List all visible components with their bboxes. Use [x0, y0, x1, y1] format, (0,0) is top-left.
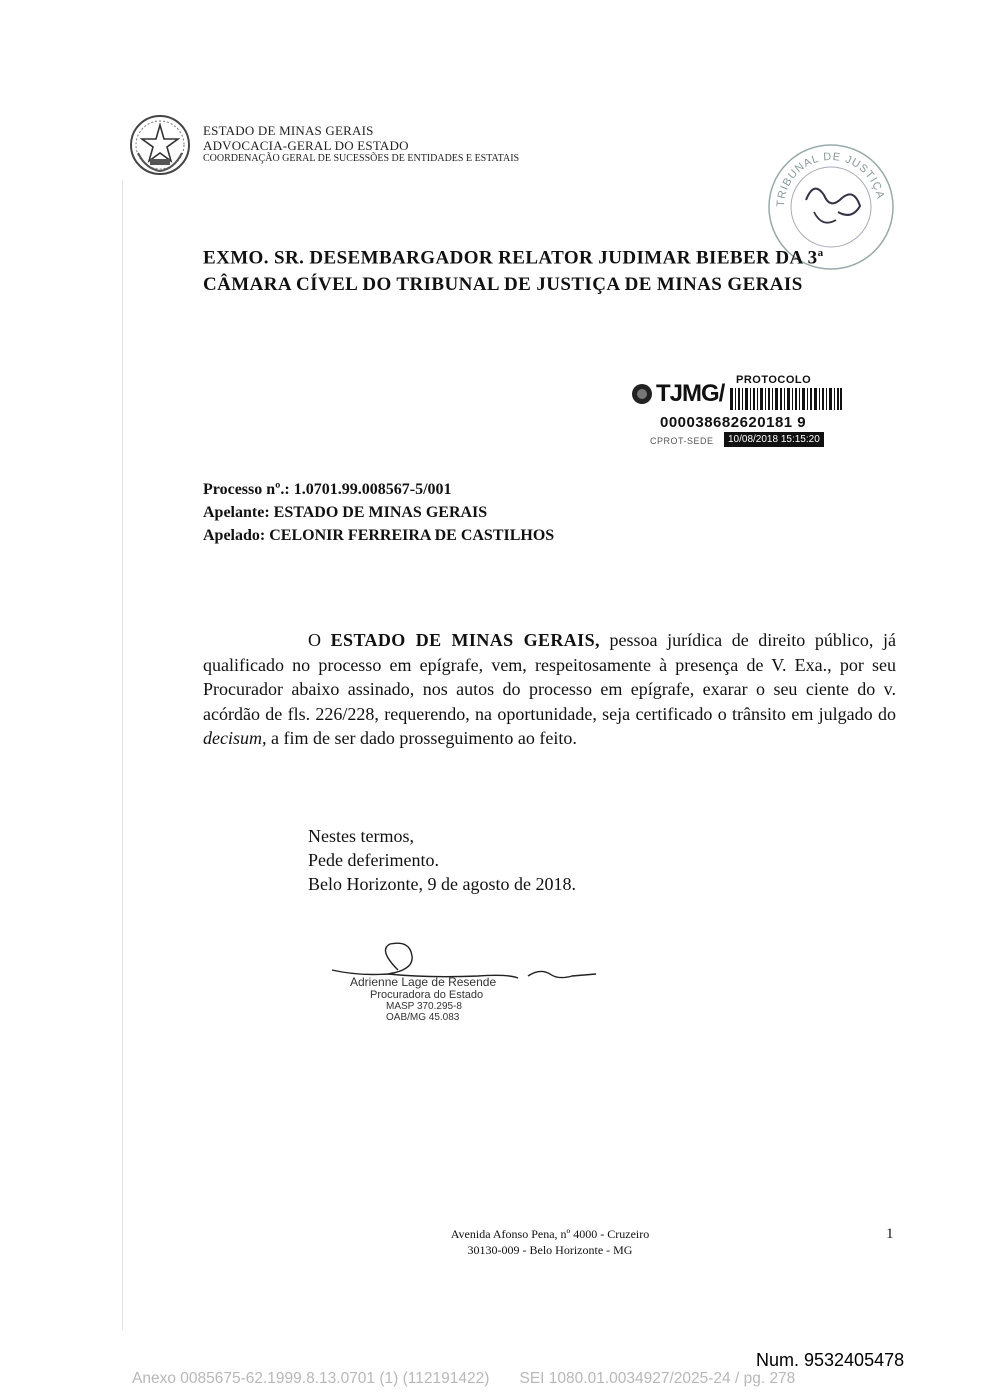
signer-oab: OAB/MG 45.083 — [386, 1012, 460, 1023]
court-seal-text: TRIBUNAL DE JUSTIÇA — [774, 150, 887, 208]
protocol-label: PROTOCOLO — [736, 374, 812, 386]
letterhead — [203, 123, 519, 165]
signer-title: Procuradora do Estado — [370, 989, 484, 1001]
protocol-brand: TJMG/ — [656, 380, 725, 407]
closing-line-1: Nestes termos, — [308, 826, 414, 846]
letterhead-state: ESTADO DE MINAS GERAIS — [203, 123, 374, 138]
signer-masp: MASP 370.295-8 — [386, 1001, 462, 1012]
process-info — [203, 478, 554, 547]
closing — [308, 824, 576, 896]
tjmg-emblem-icon — [630, 382, 654, 406]
letterhead-department: COORDENAÇÃO GERAL DE SUCESSÕES DE ENTIDADES E ESTATAIS — [203, 153, 520, 164]
apelado-row: Apelado: CELONIR FERREIRA DE CASTILHOS — [203, 527, 555, 544]
protocol-datetime: 10/08/2018 15:15:20 — [724, 432, 824, 447]
annex-reference: Anexo 0085675-62.1999.8.13.0701 (1) (112191422) SEI 1080.01.0034927/2025-24 / pg. 278 — [132, 1370, 796, 1387]
protocol-stamp — [630, 374, 850, 464]
signature-block — [350, 975, 496, 1023]
footer-address-line-1: Avenida Afonso Pena, nº 4000 - Cruzeiro — [450, 1227, 650, 1241]
protocol-number: 000038682620181 9 — [660, 414, 807, 431]
addressee-line-1: EXMO. SR. DESEMBARGADOR RELATOR JUDIMAR BIEBER DA 3$^a$ — [203, 247, 824, 269]
footer-address — [430, 1226, 670, 1258]
processo-row: Processo nº.: 1.0701.99.008567-5/001 — [203, 481, 452, 498]
closing-line-3: Belo Horizonte, 9 de agosto de 2018. — [308, 874, 576, 894]
closing-line-2: Pede deferimento. — [308, 850, 439, 870]
body-paragraph: O ESTADO DE MINAS GERAIS, pessoa jurídica de direito público, já qualificado no processo em epígrafe, vem, respeitosamente à presença de V. Exa., por seu Procurador abaixo assinado, nos autos do processo em epígrafe, exarar o seu ciente do v. acórdão de fls. 226/228, requerendo, na oportunidade, seja certificado o trânsito em julgado do decisum, a fim de ser dado prosseguimento ao feito. — [203, 630, 897, 748]
apelante-row: Apelante: ESTADO DE MINAS GERAIS — [203, 504, 488, 521]
addressee-line-2: CÂMARA CÍVEL DO TRIBUNAL DE JUSTIÇA DE MINAS GERAIS — [203, 274, 803, 296]
letterhead-agency: ADVOCACIA-GERAL DO ESTADO — [203, 138, 409, 153]
barcode — [730, 388, 842, 410]
signer-name: Adrienne Lage de Resende — [350, 975, 497, 989]
protocol-dept: CPROT-SEDE — [650, 436, 714, 446]
footer-address-line-2: 30130-009 - Belo Horizonte - MG — [467, 1243, 633, 1257]
addressee — [203, 240, 903, 298]
page-number: 1 — [886, 1226, 894, 1242]
document-number: Num. 9532405478 — [756, 1350, 905, 1370]
coat-of-arms-icon — [128, 113, 192, 177]
margin-line — [122, 180, 123, 1330]
